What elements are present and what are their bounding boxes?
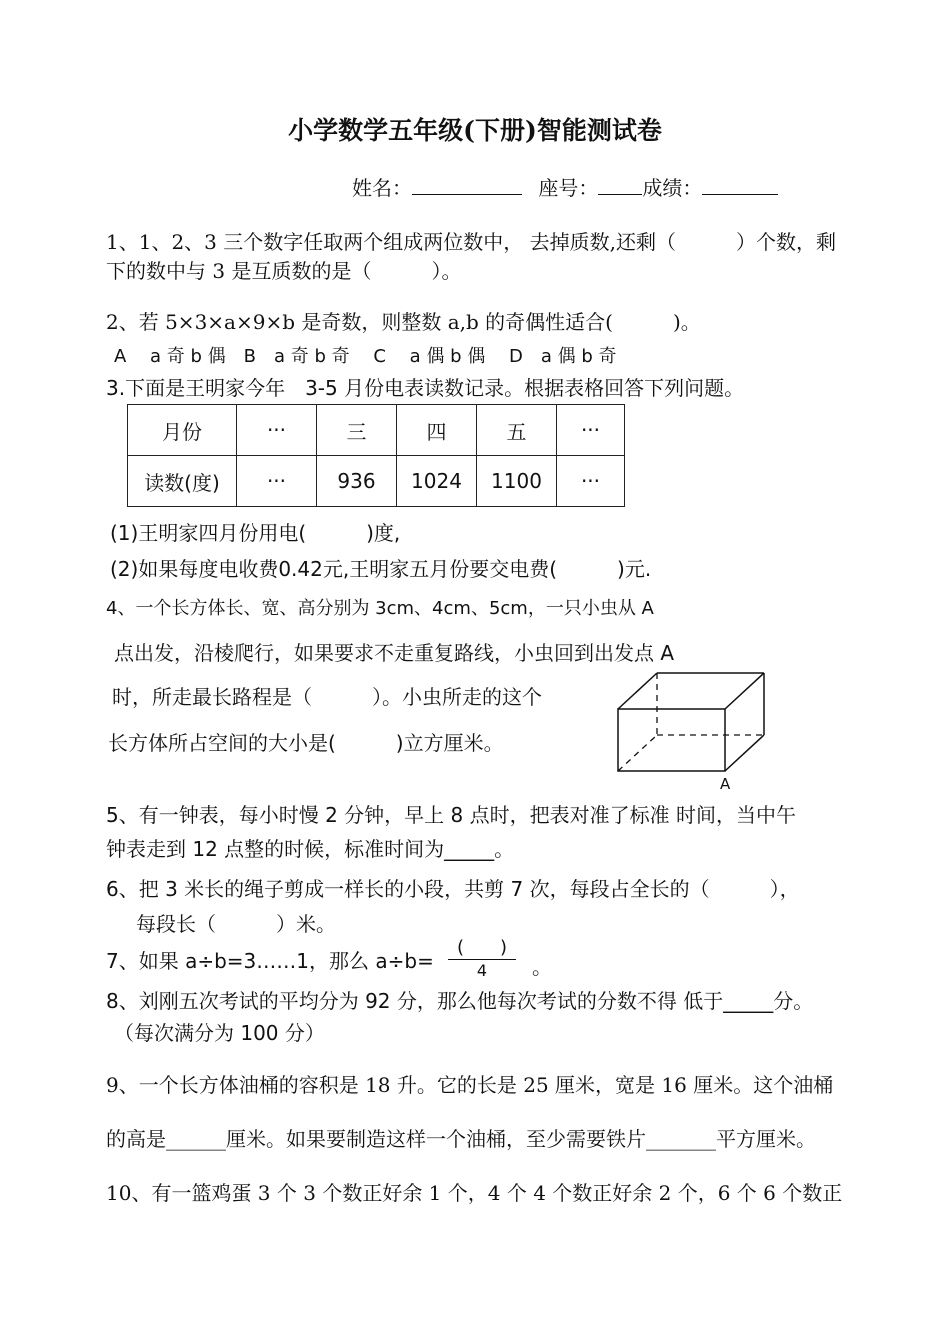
question-6-line-2: 每段长（ ）米。 xyxy=(136,912,336,936)
seat-blank[interactable] xyxy=(598,176,642,195)
question-2-options: A a 奇 b 偶 B a 奇 b 奇 C a 偶 b 偶 D a 偶 b 奇 xyxy=(114,346,617,367)
table-cell: 月份 xyxy=(128,405,237,456)
question-3-intro: 3.下面是王明家今年 3-5 月份电表读数记录。根据表格回答下列问题。 xyxy=(106,376,745,400)
table-cell: 1100 xyxy=(477,456,557,507)
question-7-text: 7、如果 a÷b=3……1，那么 a÷b= xyxy=(106,949,434,973)
score-blank[interactable] xyxy=(702,176,778,195)
cuboid-edge xyxy=(618,673,657,709)
table-cell: ··· xyxy=(237,456,317,507)
question-4-line-1: 4、一个长方体长、宽、高分别为 3cm、4cm、5cm，一只小虫从 A xyxy=(106,598,654,619)
question-6-line-1: 6、把 3 米长的绳子剪成一样长的小段，共剪 7 次，每段占全长的（ ）， xyxy=(106,877,800,901)
fraction-numerator: ( ) xyxy=(456,937,508,958)
table-cell: 四 xyxy=(397,405,477,456)
cuboid-diagram xyxy=(610,665,780,795)
name-label: 姓名： xyxy=(352,176,412,200)
table-cell: 三 xyxy=(317,405,397,456)
table-cell: 1024 xyxy=(397,456,477,507)
fraction-bar xyxy=(448,959,516,960)
question-4-line-4: 长方体所占空间的大小是( )立方厘米。 xyxy=(108,731,504,755)
cuboid-front-face xyxy=(618,709,725,771)
table-cell: 读数(度) xyxy=(128,456,237,507)
seat-label: 座号： xyxy=(538,176,599,200)
student-info-row xyxy=(352,175,778,201)
table-cell: ··· xyxy=(557,405,625,456)
fraction xyxy=(448,938,516,982)
question-9-line-1: 9、一个长方体油桶的容积是 18 升。它的长是 25 厘米，宽是 16 厘米。这个油桶 xyxy=(106,1073,834,1097)
vertex-label-a: A xyxy=(720,775,731,793)
question-1-line-2: 下的数中与 3 是互质数的是（ ）。 xyxy=(106,259,462,283)
question-8-line-2: （每次满分为 100 分） xyxy=(114,1021,325,1045)
question-9-line-2: 的高是______厘米。如果要制造这样一个油桶，至少需要铁片_______平方厘米。 xyxy=(106,1127,816,1151)
question-3-sub-2: (2)如果每度电收费0.42元,王明家五月份要交电费( )元. xyxy=(110,557,652,581)
question-5-line-1: 5、有一钟表，每小时慢 2 分钟，早上 8 点时，把表对准了标准 时间，当中午 xyxy=(106,803,796,827)
cuboid-edge xyxy=(725,673,764,709)
question-5-line-2: 钟表走到 12 点整的时候，标准时间为_____。 xyxy=(106,837,515,861)
table-cell: ··· xyxy=(237,405,317,456)
table-cell: 五 xyxy=(477,405,557,456)
question-4-line-2: 点出发，沿棱爬行，如果要求不走重复路线，小虫回到出发点 A xyxy=(114,641,675,665)
table-cell: 936 xyxy=(317,456,397,507)
table-row xyxy=(128,405,625,456)
question-8-line-1: 8、刘刚五次考试的平均分为 92 分，那么他每次考试的分数不得 低于_____分。 xyxy=(106,989,814,1013)
question-7-end: 。 xyxy=(532,955,552,979)
score-label: 成绩： xyxy=(642,176,703,200)
question-3-sub-1: (1)王明家四月份用电( )度, xyxy=(110,521,401,545)
cuboid-edge xyxy=(725,735,764,771)
table-cell: ··· xyxy=(557,456,625,507)
fraction-denominator: 4 xyxy=(476,961,488,980)
table-row xyxy=(128,456,625,507)
name-blank[interactable] xyxy=(412,176,522,195)
question-10-line-1: 10、有一篮鸡蛋 3 个 3 个数正好余 1 个，4 个 4 个数正好余 2 个，6 个 6 个数正 xyxy=(106,1181,843,1205)
meter-reading-table xyxy=(127,404,625,507)
question-4-line-3: 时，所走最长路程是（ ）。小虫所走的这个 xyxy=(112,685,542,709)
question-1-line-1: 1、1、2、3 三个数字任取两个组成两位数中， 去掉质数,还剩（ ）个数，剩 xyxy=(106,230,836,254)
page-title: 小学数学五年级(下册)智能测试卷 xyxy=(288,116,662,145)
question-2-line-1: 2、若 5×3×a×9×b 是奇数，则整数 a,b 的奇偶性适合( )。 xyxy=(106,310,701,334)
cuboid-hidden-edge xyxy=(618,735,657,771)
